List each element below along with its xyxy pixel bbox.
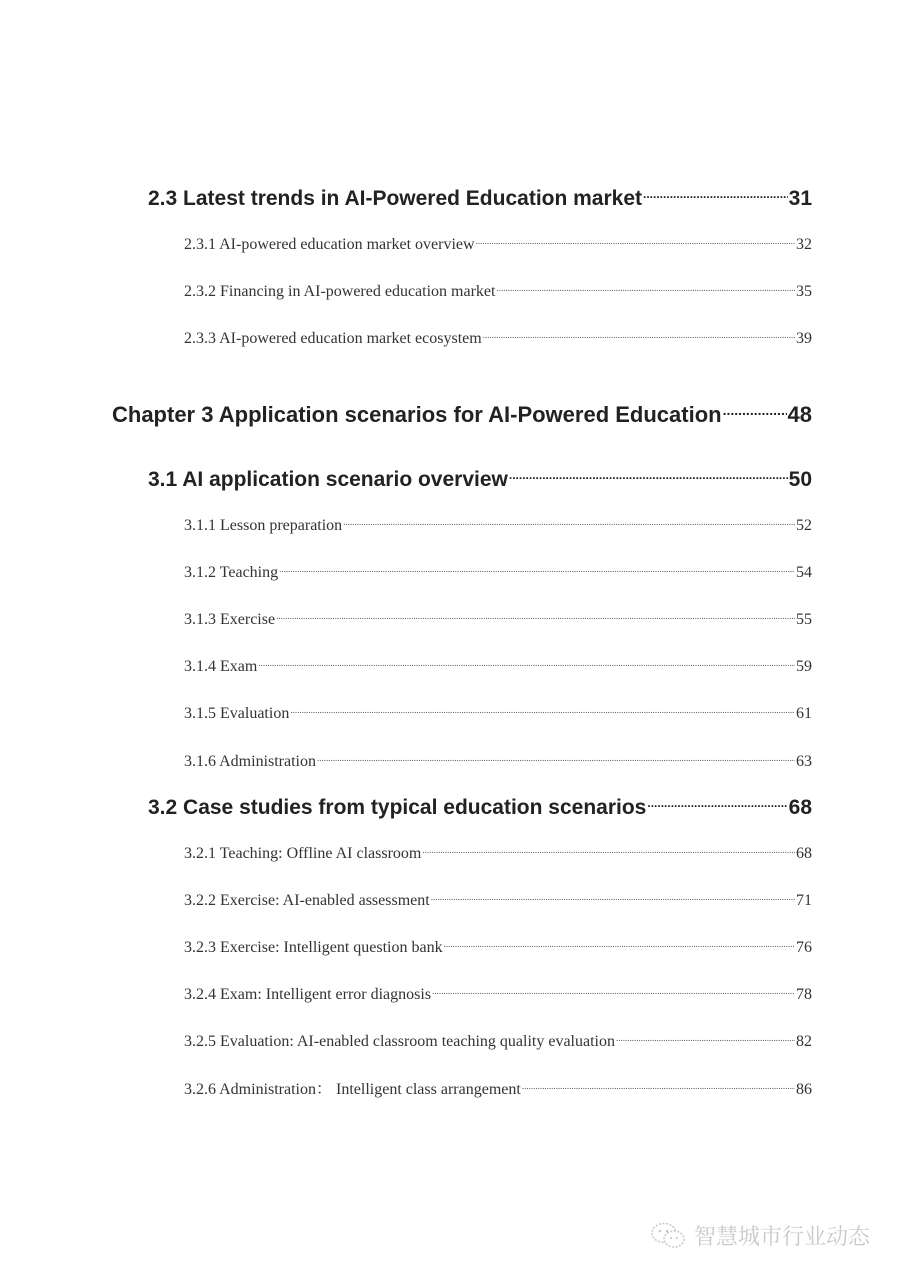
toc-entry-page: 52 — [796, 517, 812, 534]
toc-entry-page: 32 — [796, 236, 812, 253]
toc-entry-3-2-5[interactable] — [184, 1030, 812, 1051]
dot-leader — [258, 655, 795, 671]
toc-entry-3-2-3[interactable] — [184, 936, 812, 957]
toc-entry-label: 3.2.6 Administration： Intelligent class arrangement — [184, 1081, 521, 1098]
toc-entry-label: 3.1.6 Administration — [184, 753, 316, 770]
toc-entry-label: 3.2.4 Exam: Intelligent error diagnosis — [184, 986, 432, 1003]
dot-leader — [317, 750, 795, 766]
toc-entry-label: 3.1.3 Exercise — [184, 611, 276, 628]
wechat-icon — [650, 1221, 688, 1251]
dot-leader — [522, 1078, 795, 1094]
dot-leader — [422, 842, 795, 858]
dot-leader — [723, 400, 787, 422]
toc-entry-page: 71 — [796, 892, 812, 909]
toc-entry-page: 55 — [796, 611, 812, 628]
dot-leader — [279, 561, 795, 577]
toc-entry-3-2-2[interactable] — [184, 889, 812, 910]
toc-entry-2-3-1[interactable] — [184, 233, 812, 254]
toc-entry-page: 63 — [796, 753, 812, 770]
toc-entry-label: 2.3.2 Financing in AI-powered education market — [184, 283, 496, 300]
toc-entry-2-3-2[interactable] — [184, 280, 812, 301]
toc-entry-3-1-3[interactable] — [184, 608, 812, 629]
toc-entry-page: 76 — [796, 939, 812, 956]
dot-leader — [509, 465, 788, 486]
toc-entry-page: 82 — [796, 1033, 812, 1050]
toc-entry-chapter-3[interactable] — [112, 400, 812, 428]
dot-leader — [643, 184, 788, 205]
dot-leader — [431, 889, 795, 905]
toc-entry-3-1-1[interactable] — [184, 514, 812, 535]
watermark-text: 智慧城市行业动态 — [694, 1225, 871, 1250]
toc-entry-page: 54 — [796, 564, 812, 581]
toc-entry-label: 3.1.2 Teaching — [184, 564, 279, 581]
toc-entry-page: 61 — [796, 705, 812, 722]
toc-entry-page: 50 — [788, 468, 812, 491]
toc-entry-2-3-3[interactable] — [184, 327, 812, 348]
toc-entry-3-2-1[interactable] — [184, 842, 812, 863]
toc-entry-label: 3.2.1 Teaching: Offline AI classroom — [184, 845, 422, 862]
toc-entry-3-1-4[interactable] — [184, 655, 812, 676]
toc-entry-3-2[interactable] — [148, 793, 812, 820]
dot-leader — [483, 327, 795, 343]
dot-leader — [647, 793, 787, 814]
toc-entry-page: 78 — [796, 986, 812, 1003]
toc-entry-label: 2.3 Latest trends in AI-Powered Education market — [148, 187, 643, 210]
toc-entry-page: 39 — [796, 330, 812, 347]
dot-leader — [276, 608, 795, 624]
toc-entry-label: 2.3.1 AI-powered education market overview — [184, 236, 475, 253]
dot-leader — [290, 702, 795, 718]
toc-entry-3-1[interactable] — [148, 465, 812, 492]
toc-entry-label: 3.1.5 Evaluation — [184, 705, 290, 722]
toc-entry-3-1-5[interactable] — [184, 702, 812, 723]
toc-entry-page: 68 — [796, 845, 812, 862]
toc-entry-label: Chapter 3 Application scenarios for AI-Powered Education — [112, 402, 722, 427]
toc-entry-label: 3.1 AI application scenario overview — [148, 468, 508, 491]
toc-entry-label: 3.2.3 Exercise: Intelligent question bank — [184, 939, 443, 956]
toc-entry-3-2-6[interactable] — [184, 1076, 812, 1099]
dot-leader — [343, 514, 795, 530]
toc-entry-page: 48 — [787, 402, 812, 427]
dot-leader — [432, 983, 795, 999]
toc-entry-page: 35 — [796, 283, 812, 300]
dot-leader — [496, 280, 795, 296]
toc-entry-page: 68 — [788, 796, 812, 819]
toc-entry-label: 2.3.3 AI-powered education market ecosystem — [184, 330, 482, 347]
toc-entry-3-1-6[interactable] — [184, 750, 812, 771]
toc-entry-label: 3.1.1 Lesson preparation — [184, 517, 343, 534]
toc-entry-label: 3.2 Case studies from typical education scenarios — [148, 796, 647, 819]
toc-entry-3-2-4[interactable] — [184, 983, 812, 1004]
dot-leader — [616, 1030, 795, 1046]
toc-entry-label: 3.2.2 Exercise: AI-enabled assessment — [184, 892, 430, 909]
watermark — [650, 1220, 870, 1251]
dot-leader — [476, 233, 795, 249]
dot-leader — [444, 936, 795, 952]
toc-entry-label: 3.2.5 Evaluation: AI-enabled classroom teaching quality evaluation — [184, 1033, 615, 1050]
toc-entry-page: 86 — [796, 1081, 812, 1098]
toc-entry-page: 31 — [788, 187, 812, 210]
toc-entry-2-3[interactable] — [148, 184, 812, 211]
toc-entry-3-1-2[interactable] — [184, 561, 812, 582]
toc-entry-label: 3.1.4 Exam — [184, 658, 258, 675]
toc-entry-page: 59 — [796, 658, 812, 675]
